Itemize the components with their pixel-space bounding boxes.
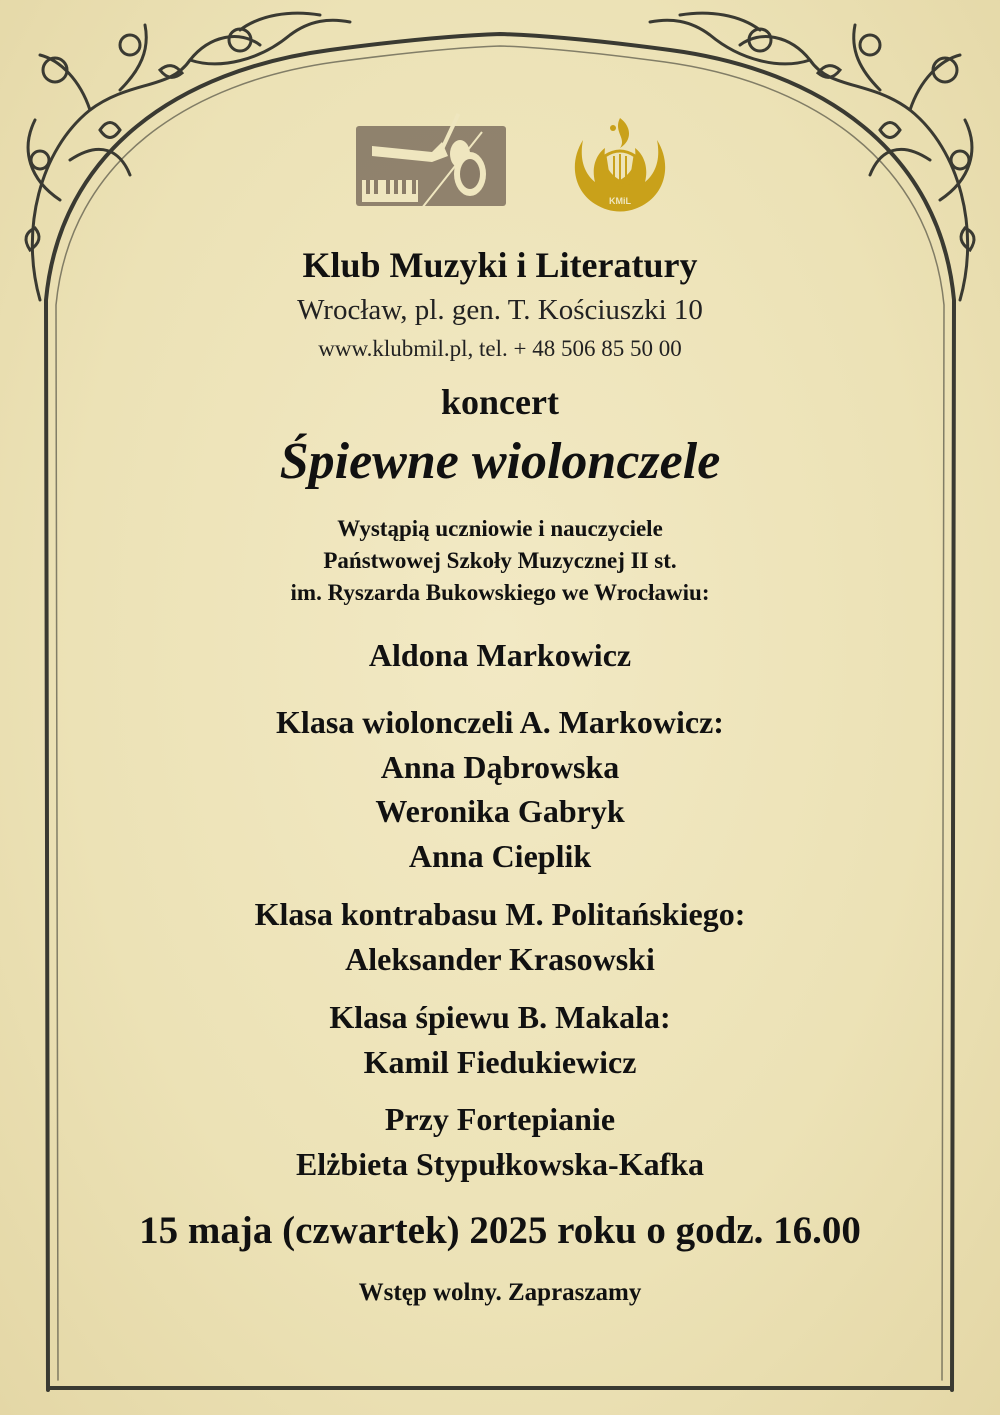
- teacher-name: Aldona Markowicz: [368, 637, 632, 673]
- club-name: Klub Muzyki i Literatury: [302, 245, 698, 285]
- bass-class-heading: Klasa kontrabasu M. Politańskiego:: [254, 896, 746, 932]
- kmil-logo-icon: [565, 112, 675, 217]
- performer-name: Anna Dąbrowska: [380, 748, 620, 785]
- singing-class-section: [0, 995, 1000, 1084]
- event-title: Śpiewne wiolonczele: [279, 433, 721, 490]
- club-address: Wrocław, pl. gen. T. Kościuszki 10: [297, 294, 703, 326]
- piano-heading: Przy Fortepianie: [384, 1101, 616, 1137]
- instruments-logo-icon: [352, 112, 512, 212]
- performer-name: Weronika Gabryk: [375, 793, 625, 829]
- cello-class-heading: Klasa wiolonczeli A. Markowicz:: [276, 704, 724, 740]
- performer-name: Anna Cieplik: [408, 837, 592, 874]
- intro-line: Wystąpią uczniowie i nauczyciele: [337, 516, 663, 541]
- cello-class-section: [0, 700, 1000, 878]
- pianist-name: Elżbieta Stypułkowska-Kafka: [295, 1145, 705, 1182]
- intro-line: im. Ryszarda Bukowskiego we Wrocławiu:: [290, 580, 710, 605]
- logo-row: [0, 112, 1000, 222]
- event-type: koncert: [441, 382, 559, 422]
- piano-section: [0, 1097, 1000, 1186]
- club-contact: www.klubmil.pl, tel. + 48 506 85 50 00: [318, 336, 682, 361]
- performer-name: Aleksander Krasowski: [345, 940, 655, 977]
- entry-info: Wstęp wolny. Zapraszamy: [358, 1279, 642, 1306]
- bass-class-section: [0, 892, 1000, 981]
- kmil-logo-text: KMiL: [609, 196, 631, 206]
- event-date: 15 maja (czwartek) 2025 roku o godz. 16.00: [139, 1209, 861, 1252]
- intro-line: Państwowej Szkoły Muzycznej II st.: [323, 548, 677, 573]
- performers-intro: [0, 513, 1000, 609]
- performer-name: Kamil Fiedukiewicz: [363, 1043, 637, 1080]
- singing-class-heading: Klasa śpiewu B. Makala:: [329, 999, 671, 1035]
